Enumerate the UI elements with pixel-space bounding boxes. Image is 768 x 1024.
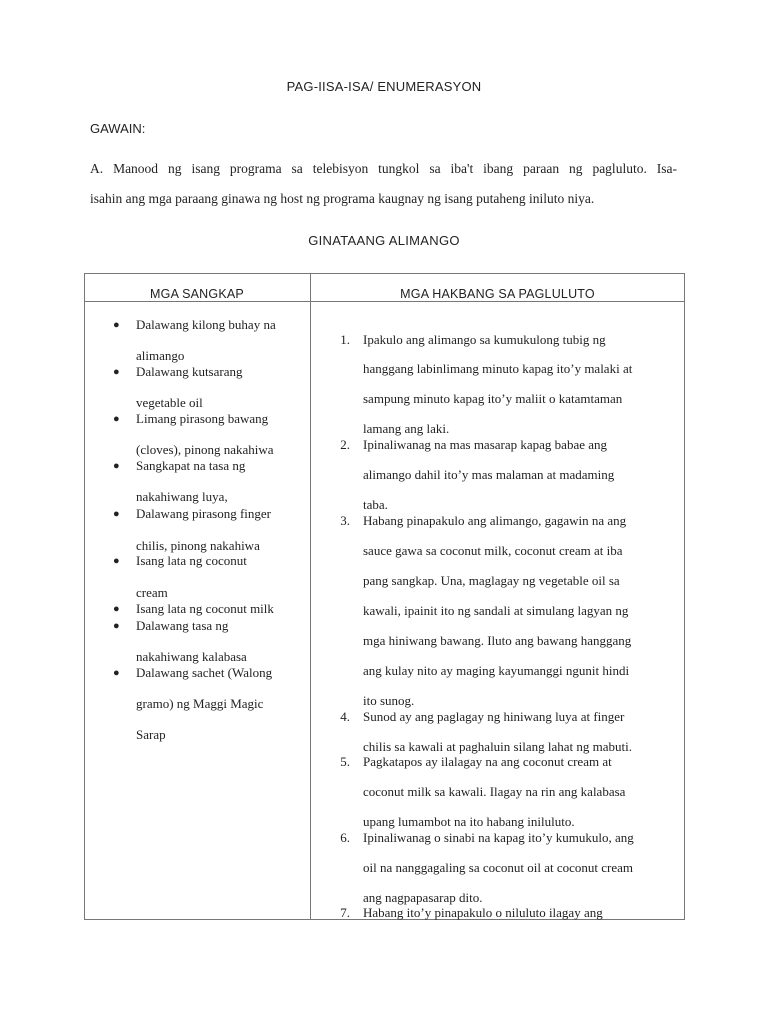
ingredient-line: Isang lata ng coconut milk <box>136 601 274 616</box>
step-line: sampung minuto kapag ito’y maliit o katamtaman <box>363 391 623 406</box>
ingredient-line: alimango <box>136 348 185 363</box>
step-number: 5. <box>340 754 350 769</box>
step-line: taba. <box>363 497 388 512</box>
document-title: PAG-IISA-ISA/ ENUMERASYON <box>286 79 482 94</box>
ingredient-line: Dalawang kilong buhay na <box>136 317 276 332</box>
recipe-title: GINATAANG ALIMANGO <box>308 233 460 248</box>
step-line: Pagkatapos ay ilalagay na ang coconut cream at <box>363 754 612 769</box>
step-line: coconut milk sa kawali. Ilagay na rin ang kalabasa <box>363 784 626 799</box>
table-column-divider <box>310 273 311 920</box>
bullet-icon: ● <box>113 319 120 331</box>
section-label: GAWAIN: <box>90 121 146 136</box>
ingredient-line: Sarap <box>136 727 166 742</box>
bullet-icon: ● <box>113 555 120 567</box>
step-line: ito sunog. <box>363 693 415 708</box>
bullet-icon: ● <box>113 667 120 679</box>
bullet-icon: ● <box>113 366 120 378</box>
bullet-icon: ● <box>113 460 120 472</box>
step-line: Ipinaliwanag o sinabi na kapag ito’y kumukulo, ang <box>363 830 634 845</box>
step-number: 4. <box>340 709 350 724</box>
step-line: hanggang labinlimang minuto kapag ito’y malaki at <box>363 361 633 376</box>
step-line: Habang ito’y pinapakulo o niluluto ilagay ang <box>363 905 603 920</box>
ingredient-line: Limang pirasong bawang <box>136 411 269 426</box>
table-header-divider <box>84 301 685 302</box>
ingredient-line: cream <box>136 585 168 600</box>
step-line: pang sangkap. Una, maglagay ng vegetable oil sa <box>363 573 620 588</box>
ingredient-line: Dalawang tasa ng <box>136 618 229 633</box>
step-line: kawali, ipainit ito ng sandali at simulang lagyan ng <box>363 603 629 618</box>
bullet-icon: ● <box>113 413 120 425</box>
step-line: lamang ang laki. <box>363 421 450 436</box>
ingredients-header: MGA SANGKAP <box>150 287 244 301</box>
step-number: 2. <box>340 437 350 452</box>
step-line: upang lumambot na ito habang iniluluto. <box>363 814 575 829</box>
ingredient-line: Dalawang kutsarang <box>136 364 243 379</box>
ingredient-line: Dalawang pirasong finger <box>136 506 272 521</box>
instruction-line-2: isahin ang mga paraang ginawa ng host ng programa kaugnay ng isang putaheng iniluto niya. <box>90 191 595 206</box>
ingredient-line: vegetable oil <box>136 395 203 410</box>
step-line: alimango dahil ito’y mas malaman at madaming <box>363 467 615 482</box>
step-line: ang nagpapasarap dito. <box>363 890 483 905</box>
ingredient-line: Dalawang sachet (Walong <box>136 665 273 680</box>
ingredient-line: Sangkapat na tasa ng <box>136 458 246 473</box>
steps-header: MGA HAKBANG SA PAGLULUTO <box>400 287 595 301</box>
step-number: 7. <box>340 905 350 920</box>
step-line: Ipakulo ang alimango sa kumukulong tubig ng <box>363 332 606 347</box>
ingredient-line: chilis, pinong nakahiwa <box>136 538 260 553</box>
step-line: chilis sa kawali at paghaluin silang lahat ng mabuti. <box>363 739 632 754</box>
step-line: mga hiniwang bawang. Iluto ang bawang hanggang <box>363 633 632 648</box>
instruction-line-1: A. Manood ng isang programa sa telebisyon tungkol sa iba't ibang paraan ng pagluluto. Isa- <box>90 161 677 176</box>
step-line: Sunod ay ang paglagay ng hiniwang luya at finger <box>363 709 625 724</box>
bullet-icon: ● <box>113 620 120 632</box>
step-number: 1. <box>340 332 350 347</box>
step-line: sauce gawa sa coconut milk, coconut cream at iba <box>363 543 623 558</box>
step-line: ang kulay nito ay maging kayumanggi ngunit hindi <box>363 663 630 678</box>
ingredient-line: Isang lata ng coconut <box>136 553 247 568</box>
ingredient-line: nakahiwang luya, <box>136 489 228 504</box>
bullet-icon: ● <box>113 603 120 615</box>
step-line: Habang pinapakulo ang alimango, gagawin na ang <box>363 513 627 528</box>
step-number: 3. <box>340 513 350 528</box>
step-line: Ipinaliwanag na mas masarap kapag babae ang <box>363 437 608 452</box>
ingredient-line: gramo) ng Maggi Magic <box>136 696 264 711</box>
ingredient-line: nakahiwang kalabasa <box>136 649 247 664</box>
ingredient-line: (cloves), pinong nakahiwa <box>136 442 274 457</box>
step-number: 6. <box>340 830 350 845</box>
step-line: oil na nanggagaling sa coconut oil at coconut cream <box>363 860 634 875</box>
bullet-icon: ● <box>113 508 120 520</box>
